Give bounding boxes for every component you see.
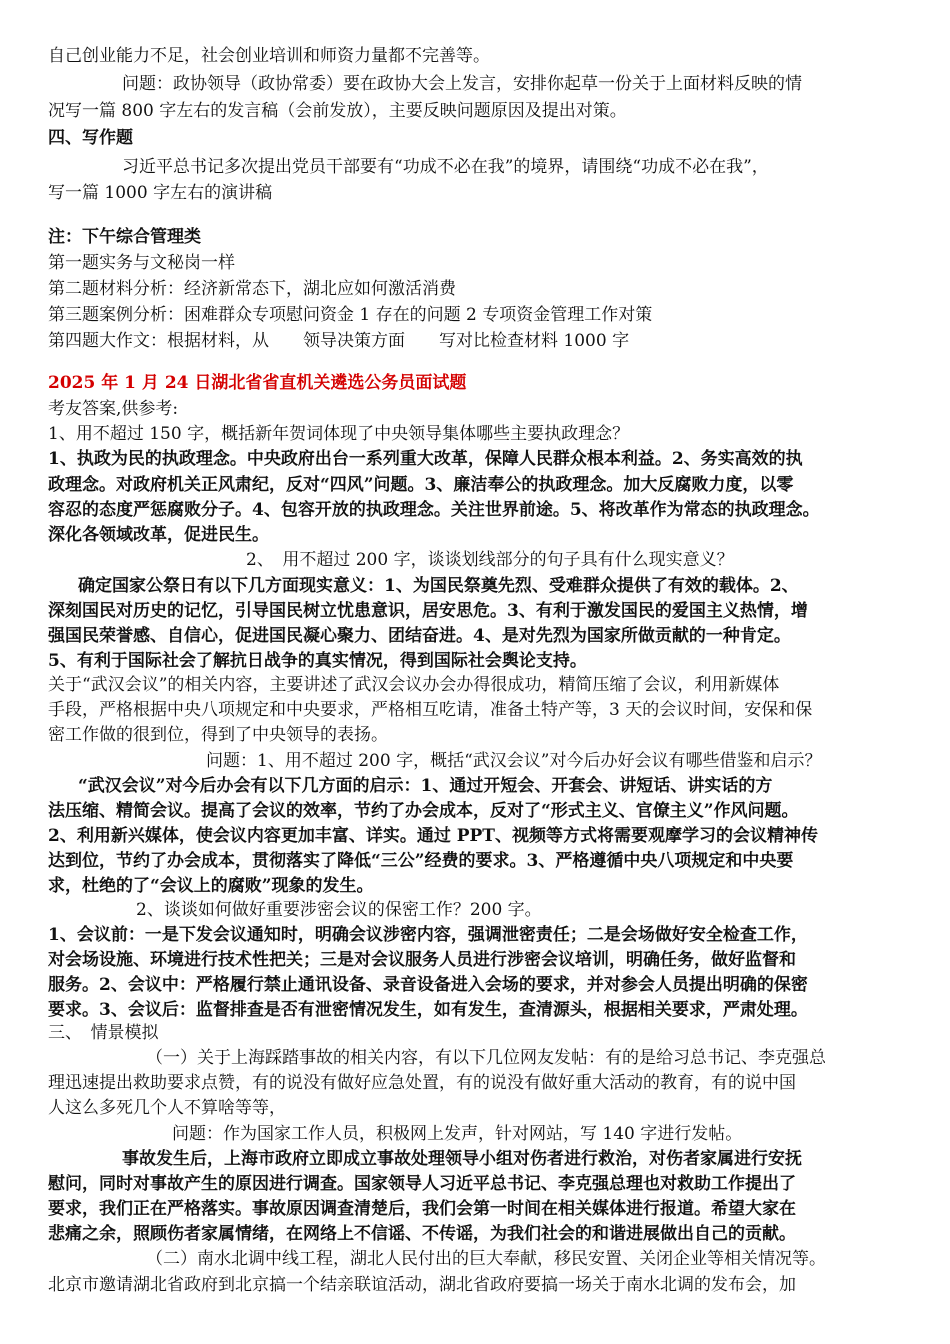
answer-line: 达到位，节约了办会成本，贯彻落实了降低“三公”经费的要求。3、严格遵循中央八项规定和中央要 [48,851,794,871]
question-line: 2、谈谈如何做好重要涉密会议的保密工作？200 字。 [136,900,542,920]
writing-prompt-line: 写一篇 1000 字左右的演讲稿 [48,183,273,203]
answer-line: 事故发生后，上海市政府立即成立事故处理领导小组对伤者进行救治，对伤者家属进行安抚 [122,1149,802,1169]
answer-line: “武汉会议”对今后办会有以下几方面的启示：1、通过开短会、开套会、讲短话、讲实话的方 [78,776,773,796]
material-line: 密工作做的很到位，得到了中央领导的表扬。 [48,725,388,745]
scenario-line: 理迅速提出救助要求点赞，有的说没有做好应急处置，有的说没有做好重大活动的教育，有的说中国 [48,1073,796,1093]
note-heading: 注：下午综合管理类 [48,227,201,247]
answer-line: 容忍的态度严惩腐败分子。4、包容开放的执政理念。关注世界前途。5、将改革作为常态的执政理念。 [48,500,820,520]
section-heading-scenario: 三、 情景模拟 [48,1023,159,1043]
question-line: 问题：政协领导（政协常委）要在政协大会上发言，安排你起草一份关于上面材料反映的情 [122,74,802,94]
scenario-line: 北京市邀请湖北省政府到北京搞一个结亲联谊活动，湖北省政府要搞一场关于南水北调的发布会，加 [48,1275,796,1295]
text-line: 自己创业能力不足，社会创业培训和师资力量都不完善等。 [48,46,490,66]
note-item: 第一题实务与文秘岗一样 [48,253,235,273]
answer-line: 政理念。对政府机关正风肃纪，反对“四风”问题。3、廉洁奉公的执政理念。加大反腐败力度，以零 [48,475,794,495]
answer-line: 深化各领域改革，促进民生。 [48,525,269,545]
answer-line: 要求。3、会议后：监督排查是否有泄密情况发生，如有发生，查清源头，根据相关要求，严肃处理。 [48,1000,808,1020]
answer-line: 求，杜绝的了“会议上的腐败”现象的发生。 [48,876,374,896]
answer-line: 1、执政为民的执政理念。中央政府出台一系列重大改革，保障人民群众根本利益。2、务实高效的执 [48,449,803,469]
interview-intro: 考友答案,供参考: [48,399,179,419]
interview-title: 2025 年 1 月 24 日湖北省省直机关遴选公务员面试题 [48,373,467,393]
note-item: 第三题案例分析：困难群众专项慰问资金 1 存在的问题 2 专项资金管理工作对策 [48,305,653,325]
scenario-line: （一）关于上海踩踏事故的相关内容，有以下几位网友发帖：有的是给习总书记、李克强总 [146,1048,826,1068]
material-line: 关于“武汉会议”的相关内容，主要讲述了武汉会议办会办得很成功，精简压缩了会议，利用新媒体 [48,675,780,695]
answer-line: 要求，我们正在严格落实。事故原因调查清楚后，我们会第一时间在相关媒体进行报道。希望大家在 [48,1199,796,1219]
note-item: 第二题材料分析：经济新常态下，湖北应如何激活消费 [48,279,456,299]
scenario-line: （二）南水北调中线工程，湖北人民付出的巨大奉献，移民安置、关闭企业等相关情况等。 [146,1249,826,1269]
answer-line: 法压缩、精简会议。提高了会议的效率，节约了办会成本，反对了“形式主义、官僚主义”作风问题。 [48,801,799,821]
note-item: 第四题大作文：根据材料，从 领导决策方面 写对比检查材料 1000 字 [48,331,630,351]
answer-line: 强国民荣誉感、自信心，促进国民凝心聚力、团结奋进。4、是对先烈为国家所做贡献的一种肯定。 [48,626,791,646]
answer-line: 悲痛之余，照顾伤者家属情绪，在网络上不信谣、不传谣，为我们社会的和谐进展做出自己的贡献。 [48,1224,796,1244]
answer-line: 慰问，同时对事故产生的原因进行调查。国家领导人习近平总书记、李克强总理也对救助工作提出了 [48,1174,796,1194]
scenario-line: 人这么多死几个人不算啥等等， [48,1098,286,1118]
question-line: 问题：1、用不超过 200 字，概括“武汉会议”对今后办好会议有哪些借鉴和启示？ [206,751,822,771]
question-line: 问题：作为国家工作人员，积极网上发声，针对网站，写 140 字进行发帖。 [172,1124,743,1144]
answer-line: 深刻国民对历史的记忆，引导国民树立忧患意识，居安思危。3、有利于激发国民的爱国主义热情，增 [48,601,808,621]
answer-line: 对会场设施、环境进行技术性把关；三是对会议服务人员进行涉密会议培训，明确任务，做好监督和 [48,950,796,970]
answer-line: 1、会议前：一是下发会议通知时，明确会议涉密内容，强调泄密责任；二是会场做好安全检查工作， [48,925,808,945]
answer-line: 服务。2、会议中：严格履行禁止通讯设备、录音设备进入会场的要求，并对参会人员提出明确的保密 [48,975,808,995]
question-line: 2、 用不超过 200 字，谈谈划线部分的句子具有什么现实意义？ [246,550,734,570]
answer-line: 5、有利于国际社会了解抗日战争的真实情况，得到国际社会舆论支持。 [48,651,587,671]
answer-line: 2、利用新兴媒体，使会议内容更加丰富、详实。通过 PPT、视频等方式将需要观摩学习的会议精神传 [48,826,818,846]
section-heading-writing: 四、写作题 [48,128,133,148]
question-line: 1、用不超过 150 字，概括新年贺词体现了中央领导集体哪些主要执政理念？ [48,424,630,444]
answer-line: 确定国家公祭日有以下几方面现实意义：1、为国民祭奠先烈、受难群众提供了有效的载体。2、 [78,576,799,596]
material-line: 手段，严格根据中央八项规定和中央要求，严格相互吃请，准备土特产等，3 天的会议时间，安保和保 [48,700,813,720]
writing-prompt-line: 习近平总书记多次提出党员干部要有“功成不必在我”的境界，请围绕“功成不必在我”， [122,157,769,177]
question-line: 况写一篇 800 字左右的发言稿（会前发放），主要反映问题原因及提出对策。 [48,101,627,121]
